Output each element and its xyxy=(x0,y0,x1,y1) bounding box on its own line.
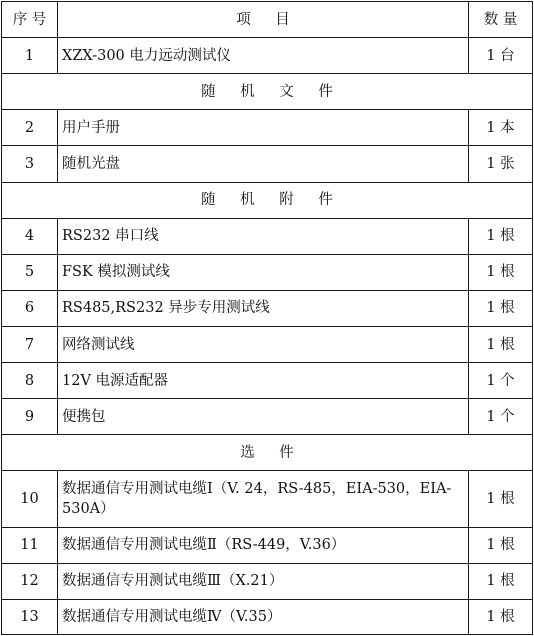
row-qty: 1 个 xyxy=(469,363,533,399)
row-no: 3 xyxy=(2,146,58,182)
row-qty: 1 本 xyxy=(469,110,533,146)
row-no: 11 xyxy=(2,527,58,563)
row-no: 10 xyxy=(2,471,58,527)
table-row xyxy=(2,146,533,182)
row-item: 网络测试线 xyxy=(58,326,469,362)
row-no: 1 xyxy=(2,38,58,74)
row-item: 数据通信专用测试电缆Ⅳ（V.35） xyxy=(58,599,469,634)
row-no: 2 xyxy=(2,110,58,146)
row-no: 13 xyxy=(2,599,58,634)
row-qty: 1 根 xyxy=(469,254,533,290)
header-qty: 数 量 xyxy=(469,2,533,38)
table-row xyxy=(2,38,533,74)
row-qty: 1 个 xyxy=(469,399,533,435)
row-qty: 1 根 xyxy=(469,290,533,326)
section-title-label: 选 件 xyxy=(240,444,304,461)
row-item: 便携包 xyxy=(58,399,469,435)
section-title xyxy=(2,182,533,218)
table-row xyxy=(2,599,533,634)
header-no: 序 号 xyxy=(2,2,58,38)
table-row xyxy=(2,290,533,326)
row-item: FSK 模拟测试线 xyxy=(58,254,469,290)
table-row xyxy=(2,254,533,290)
row-item: 数据通信专用测试电缆Ⅲ（X.21） xyxy=(58,563,469,599)
section-title xyxy=(2,435,533,471)
section-row-documents xyxy=(2,74,533,110)
row-no: 9 xyxy=(2,399,58,435)
table-row xyxy=(2,399,533,435)
row-no: 5 xyxy=(2,254,58,290)
row-qty: 1 根 xyxy=(469,563,533,599)
header-item xyxy=(58,2,469,38)
table-row xyxy=(2,563,533,599)
header-item-label: 项 目 xyxy=(236,11,300,28)
table-row xyxy=(2,326,533,362)
row-no: 8 xyxy=(2,363,58,399)
row-qty: 1 张 xyxy=(469,146,533,182)
row-qty: 1 根 xyxy=(469,599,533,634)
row-no: 6 xyxy=(2,290,58,326)
row-item: RS232 串口线 xyxy=(58,218,469,254)
header-row xyxy=(2,2,533,38)
row-no: 7 xyxy=(2,326,58,362)
table-row xyxy=(2,218,533,254)
row-item: 随机光盘 xyxy=(58,146,469,182)
row-qty: 1 根 xyxy=(469,527,533,563)
row-item: 12V 电源适配器 xyxy=(58,363,469,399)
section-title-label: 随 机 文 件 xyxy=(201,83,343,100)
table-row xyxy=(2,471,533,527)
row-item: 数据通信专用测试电缆Ⅱ（RS-449，V.36） xyxy=(58,527,469,563)
row-qty: 1 根 xyxy=(469,326,533,362)
section-title xyxy=(2,74,533,110)
section-title-label: 随 机 附 件 xyxy=(201,192,343,209)
section-row-accessories xyxy=(2,182,533,218)
table-row xyxy=(2,363,533,399)
row-qty: 1 根 xyxy=(469,218,533,254)
row-item: 数据通信专用测试电缆Ⅰ（V. 24，RS-485，EIA-530，EIA-530A） xyxy=(58,471,469,527)
row-item: XZX-300 电力远动测试仪 xyxy=(58,38,469,74)
row-no: 4 xyxy=(2,218,58,254)
packing-list-table xyxy=(1,1,533,635)
row-no: 12 xyxy=(2,563,58,599)
row-qty: 1 根 xyxy=(469,471,533,527)
table-row xyxy=(2,110,533,146)
row-item: 用户手册 xyxy=(58,110,469,146)
table-row xyxy=(2,527,533,563)
row-qty: 1 台 xyxy=(469,38,533,74)
row-item: RS485,RS232 异步专用测试线 xyxy=(58,290,469,326)
section-row-options xyxy=(2,435,533,471)
